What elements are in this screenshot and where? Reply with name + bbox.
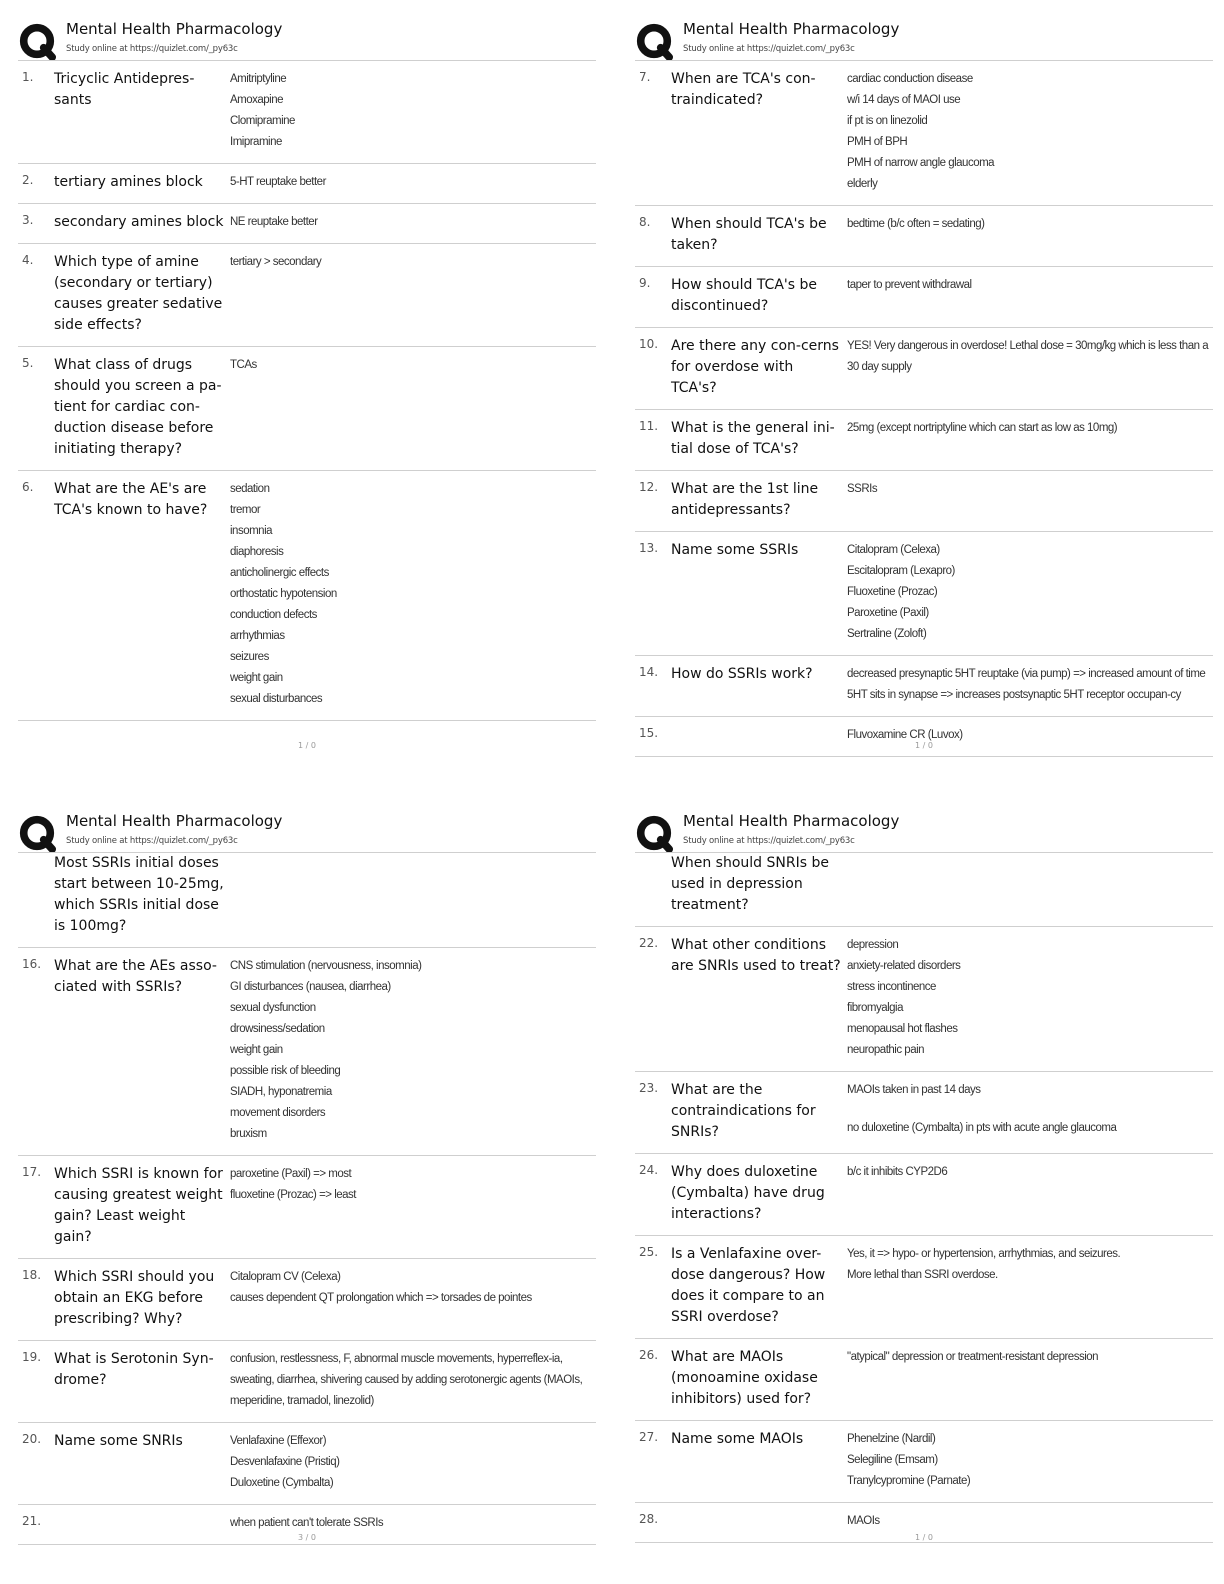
card-term: Which SSRI should you obtain an EKG before prescribing? Why? [54,1269,215,1327]
card-number: 17. [22,1165,42,1179]
definition-line: YES! Very dangerous in overdose! Lethal dose = 30mg/kg which is less than a 30 day supply [847,340,1209,373]
page-header [18,18,596,61]
flashcard-page-3 [18,810,596,1570]
definition-line: bruxism [230,1128,267,1140]
study-link[interactable]: Study online at https://quizlet.com/_py63c [66,44,238,54]
definition-line: decreased presynaptic 5HT reuptake (via pump) => increased amount of time 5HT sits in synapse => increases postsynaptic 5HT receptor occupan-cy [847,668,1206,701]
definition-line: if pt is on linezolid [847,115,928,127]
card-list [18,853,596,1545]
card-number: 21. [22,1514,42,1528]
card-definition [230,479,596,710]
definition-line: depression [847,939,899,951]
definition-line: Imipramine [230,136,282,148]
flashcard-26 [635,1339,1213,1421]
flashcard-3 [18,204,596,244]
flashcard-23 [635,1072,1213,1154]
card-number: 14. [639,665,659,679]
card-definition [847,1244,1213,1328]
flashcard-21-continued [635,853,1213,927]
card-definition [847,1347,1213,1410]
flashcard-19 [18,1341,596,1423]
definition-line: neuropathic pain [847,1044,925,1056]
definition-line: when patient can't tolerate SSRIs [230,1517,384,1529]
definition-line: Fluvoxamine CR (Luvox) [847,729,963,741]
definition-line: tremor [230,504,261,516]
definition-line: MAOIs [847,1515,880,1527]
definition-line: SSRIs [847,483,878,495]
card-term: When are TCA's con-traindicated? [671,71,816,108]
definition-line: Escitalopram (Lexapro) [847,565,955,577]
card-term: Name some SSRIs [671,542,799,558]
card-number: 20. [22,1432,42,1446]
page-number: 3 / 0 [298,1533,316,1542]
flashcard-page-2 [635,18,1213,778]
definition-line: Duloxetine (Cymbalta) [230,1477,334,1489]
card-term: Which type of amine (secondary or tertiary) causes greater sedative side effects? [54,254,223,333]
card-definition [230,1164,596,1248]
study-link[interactable]: Study online at https://quizlet.com/_py63c [683,836,855,846]
flashcard-4 [18,244,596,347]
card-number: 26. [639,1348,659,1362]
flashcard-5 [18,347,596,471]
card-term: Are there any con-cerns for overdose with TCA's? [671,338,839,396]
flashcard-16 [18,948,596,1156]
card-term: tertiary amines block [54,174,203,190]
card-definition [230,212,596,233]
definition-line: CNS stimulation (nervousness, insomnia) [230,960,422,972]
definition-line: MAOIs taken in past 14 days [847,1084,981,1096]
deck-title: Mental Health Pharmacology [66,20,283,38]
definition-line: Phenelzine (Nardil) [847,1433,936,1445]
definition-line: b/c it inhibits CYP2D6 [847,1166,948,1178]
card-definition [847,853,1213,916]
definition-line: fluoxetine (Prozac) => least [230,1189,356,1201]
card-number [18,853,54,937]
deck-title: Mental Health Pharmacology [683,20,900,38]
card-term: How should TCA's be discontinued? [671,277,818,314]
card-number: 2. [22,173,34,187]
definition-line: tertiary > secondary [230,256,322,268]
card-term: What is Serotonin Syn-drome? [54,1351,214,1388]
definition-line: diaphoresis [230,546,284,558]
definition-line: Fluoxetine (Prozac) [847,586,938,598]
card-number [635,853,671,916]
card-number: 4. [22,253,34,267]
definition-line: Citalopram (Celexa) [847,544,940,556]
card-number: 7. [639,70,651,84]
flashcard-27 [635,1421,1213,1503]
card-number: 22. [639,936,659,950]
card-number: 19. [22,1350,42,1364]
flashcard-1 [18,61,596,164]
definition-line: Citalopram CV (Celexa) [230,1271,341,1283]
definition-line: anxiety-related disorders [847,960,961,972]
definition-line: sedation [230,483,270,495]
definition-line: cardiac conduction disease [847,73,973,85]
flashcard-15 [635,717,1213,757]
page-header [635,18,1213,61]
card-term: secondary amines block [54,214,224,230]
definition-line: sexual disturbances [230,693,323,705]
card-term: How do SSRIs work? [671,666,813,682]
flashcard-8 [635,206,1213,267]
card-term [671,1511,847,1532]
card-term: Which SSRI is known for causing greatest weight gain? Least weight gain? [54,1166,223,1245]
card-list [635,61,1213,757]
card-term: What are the 1st line antidepressants? [671,481,819,518]
card-term: What class of drugs should you screen a pa-tient for cardiac con-duction disease before initiating therapy? [54,357,222,457]
card-term: What are the contraindications for SNRIs? [671,1082,816,1140]
card-number: 11. [639,419,659,433]
page-number: 1 / 0 [915,741,933,750]
flashcard-15-continued [18,853,596,948]
page-header [635,810,1213,853]
flashcard-6 [18,471,596,721]
card-definition [847,1429,1213,1492]
card-number: 23. [639,1081,659,1095]
card-definition [847,1162,1213,1225]
card-number: 9. [639,276,651,290]
card-definition [230,1431,596,1494]
definition-line: Tranylcypromine (Parnate) [847,1475,971,1487]
quizlet-logo-icon [18,22,56,60]
card-number: 13. [639,541,659,555]
flashcard-18 [18,1259,596,1341]
card-list [635,853,1213,1543]
card-definition [847,540,1213,645]
quizlet-logo-icon [635,22,673,60]
flashcard-22 [635,927,1213,1072]
definition-line: PMH of narrow angle glaucoma [847,157,995,169]
definition-line: causes dependent QT prolongation which => torsades de pointes [230,1292,532,1304]
card-term: Is a Venlafaxine over-dose dangerous? How does it compare to an SSRI overdose? [671,1246,826,1325]
flashcard-13 [635,532,1213,656]
definition-line: GI disturbances (nausea, diarrhea) [230,981,391,993]
card-definition [230,1267,596,1330]
quizlet-logo-icon [18,814,56,852]
definition-line: SIADH, hyponatremia [230,1086,332,1098]
definition-line: 25mg (except nortriptyline which can start as low as 10mg) [847,422,1118,434]
definition-line: conduction defects [230,609,317,621]
definition-line: TCAs [230,359,257,371]
card-definition [847,1511,1213,1532]
definition-line: NE reuptake better [230,216,318,228]
card-term: Tricyclic Antidepres-sants [54,71,195,108]
card-definition [230,355,596,460]
card-term [54,1513,230,1534]
definition-line: Paroxetine (Paxil) [847,607,929,619]
definition-line: menopausal hot flashes [847,1023,958,1035]
card-number: 15. [639,726,659,740]
card-term: When should TCA's be taken? [671,216,827,253]
flashcard-24 [635,1154,1213,1236]
page-header [18,810,596,853]
card-term: Why does duloxetine (Cymbalta) have drug interactions? [671,1164,825,1222]
flashcard-14 [635,656,1213,717]
card-number: 3. [22,213,34,227]
deck-title: Mental Health Pharmacology [683,812,900,830]
definition-line: PMH of BPH [847,136,908,148]
quizlet-logo-icon [635,814,673,852]
definition-line: bedtime (b/c often = sedating) [847,218,985,230]
card-term: What other conditions are SNRIs used to treat? [671,937,841,974]
card-number: 8. [639,215,651,229]
definition-line: orthostatic hypotension [230,588,337,600]
definition-line: weight gain [230,672,283,684]
card-number: 10. [639,337,659,351]
card-term: What are the AE's are TCA's known to have? [54,481,208,518]
definition-line: Desvenlafaxine (Pristiq) [230,1456,340,1468]
card-definition [230,956,596,1145]
card-number: 28. [639,1512,659,1526]
flashcard-25 [635,1236,1213,1339]
definition-line: drowsiness/sedation [230,1023,325,1035]
card-term: When should SNRIs be used in depression treatment? [671,855,829,913]
card-number: 12. [639,480,659,494]
definition-line: Venlafaxine (Effexor) [230,1435,327,1447]
card-number: 24. [639,1163,659,1177]
card-definition [847,336,1213,399]
definition-line: Sertraline (Zoloft) [847,628,927,640]
card-definition [230,252,596,336]
flashcard-page-1 [18,18,596,778]
definition-line: anticholinergic effects [230,567,329,579]
definition-line: Selegiline (Emsam) [847,1454,938,1466]
page-number: 1 / 0 [298,741,316,750]
definition-line: taper to prevent withdrawal [847,279,972,291]
card-number: 25. [639,1245,659,1259]
card-number: 18. [22,1268,42,1282]
definition-line: elderly [847,178,878,190]
card-term: What are the AEs asso-ciated with SSRIs? [54,958,217,995]
definition-line: seizures [230,651,269,663]
definition-line: Amitriptyline [230,73,287,85]
definition-line: possible risk of bleeding [230,1065,341,1077]
card-definition [230,1349,596,1412]
card-definition [847,664,1213,706]
deck-title: Mental Health Pharmacology [66,812,283,830]
flashcard-7 [635,61,1213,206]
definition-line: 5-HT reuptake better [230,176,326,188]
flashcard-20 [18,1423,596,1505]
definition-line: More lethal than SSRI overdose. [847,1269,998,1281]
card-definition [847,214,1213,256]
definition-line: stress incontinence [847,981,936,993]
card-definition [230,853,596,937]
definition-line: Yes, it => hypo- or hypertension, arrhythmias, and seizures. [847,1248,1121,1260]
study-link[interactable]: Study online at https://quizlet.com/_py63c [66,836,238,846]
flashcard-11 [635,410,1213,471]
definition-line: w/i 14 days of MAOI use [847,94,961,106]
definition-line: weight gain [230,1044,283,1056]
definition-line: paroxetine (Paxil) => most [230,1168,352,1180]
study-link[interactable]: Study online at https://quizlet.com/_py63c [683,44,855,54]
card-definition [847,935,1213,1061]
definition-line: fibromyalgia [847,1002,903,1014]
card-number: 16. [22,957,42,971]
flashcard-page-4 [635,810,1213,1570]
card-definition [847,275,1213,317]
definition-line: Amoxapine [230,94,284,106]
card-definition [230,1513,596,1534]
flashcard-12 [635,471,1213,532]
definition-line: movement disorders [230,1107,326,1119]
card-term: What is the general ini-tial dose of TCA's? [671,420,835,457]
card-number: 5. [22,356,34,370]
card-definition [847,1080,1213,1143]
card-number: 27. [639,1430,659,1444]
card-term: Name some SNRIs [54,1433,183,1449]
card-definition [847,418,1213,460]
card-definition [847,69,1213,195]
card-term: Name some MAOIs [671,1431,804,1447]
definition-line: insomnia [230,525,273,537]
flashcard-9 [635,267,1213,328]
definition-line: sexual dysfunction [230,1002,316,1014]
definition-line: confusion, restlessness, F, abnormal muscle movements, hyperreflex-ia, sweating, diarrhea, shivering caused by adding serotonergic agents (MAOIs, meperidine, tramadol, linezolid) [230,1353,583,1407]
definition-line [847,1101,1213,1118]
card-term: What are MAOIs (monoamine oxidase inhibitors) used for? [671,1349,818,1407]
card-definition [847,479,1213,521]
flashcard-17 [18,1156,596,1259]
definition-line: Clomipramine [230,115,295,127]
flashcard-2 [18,164,596,204]
flashcard-10 [635,328,1213,410]
card-definition [230,69,596,153]
card-definition [230,172,596,193]
card-term: Most SSRIs initial doses start between 10-25mg, which SSRIs initial dose is 100mg? [54,855,224,934]
definition-line: "atypical" depression or treatment-resistant depression [847,1351,1099,1363]
definition-line: no duloxetine (Cymbalta) in pts with acute angle glaucoma [847,1122,1117,1134]
definition-line: arrhythmias [230,630,285,642]
card-number: 6. [22,480,34,494]
card-list [18,61,596,721]
card-number: 1. [22,70,34,84]
page-number: 1 / 0 [915,1533,933,1542]
